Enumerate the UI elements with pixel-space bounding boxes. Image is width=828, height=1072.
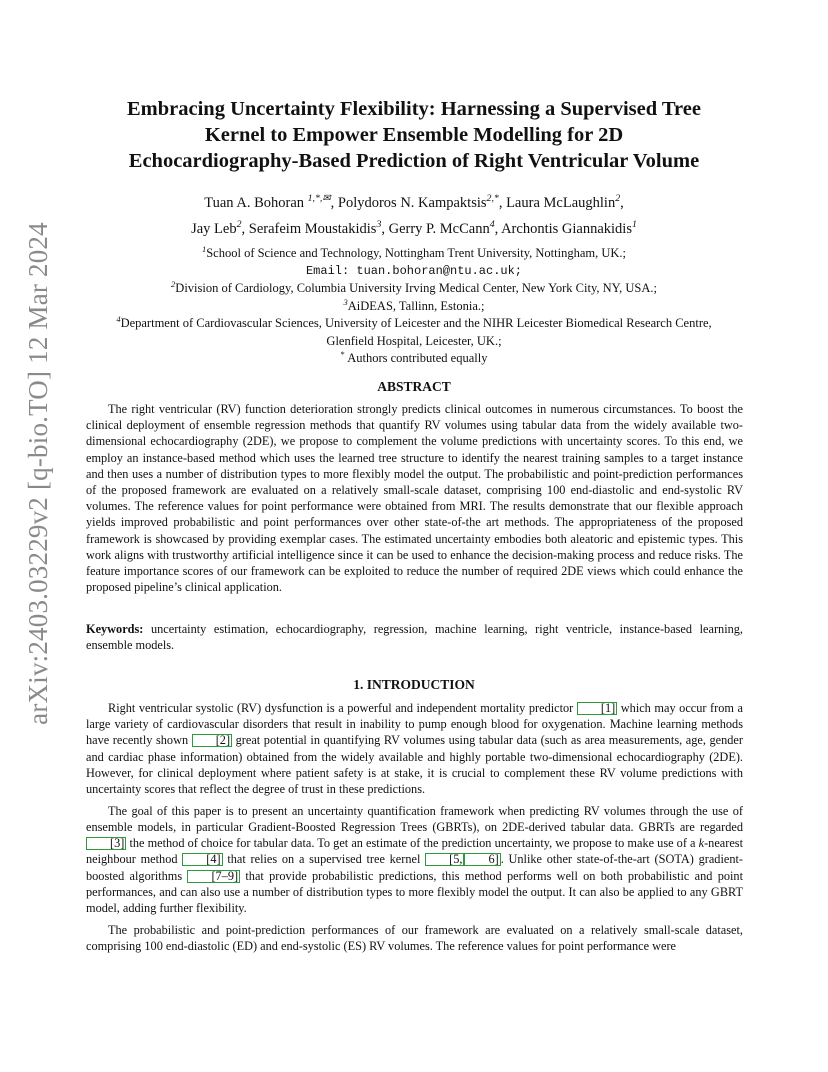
- text-run: The goal of this paper is to present an uncertainty quantification framework when predicting RV volumes through the use of ensemble models, in particular Gradient-Boosted Regression Trees (GBRTs), on 2DE-derived tabular data. GBRTs are regarded: [86, 803, 743, 834]
- abstract-text: The right ventricular (RV) function deterioration strongly predicts clinical outcomes in numerous circumstances. To boost the clinical deployment of ensemble regression methods that quantify RV volumes using tabular data from the widely available two-dimensional echocardiography (2DE), we propose to complement the volume predictions with uncertainty scores. To this end, we employ an instance-based method which uses the learned tree structure to identify the nearest training samples to a target instance and then uses a number of distribution types to more flexibly model the output. The probabilistic and point-prediction performances of the proposed framework are evaluated on a relatively small-scale dataset, comprising 100 end-diastolic and end-systolic RV volumes. The reference values for point performance were obtained from MRI. The results demonstrate that our flexible approach yields improved probabilistic and point performances over other state-of-the art methods. The appropriateness of the proposed framework is showcased by providing exemplar cases. The estimated uncertainty embodies both aleatoric and epistemic types. This work aligns with trustworthy artificial intelligence since it can be used to enhance the decision-making process and reduce risks. The feature importance scores of our framework can be exploited to reduce the number of required 2DE views which could enhance the proposed pipeline’s clinical application.: [86, 402, 743, 595]
- affiliation-3: [80, 298, 748, 316]
- author-superscript: 1: [631, 219, 637, 231]
- affiliation-text: AiDEAS, Tallinn, Estonia.;: [347, 298, 485, 313]
- text-run: . Unlike other state-of-the-art (SOTA) gradient-boosted algorithms: [86, 852, 743, 883]
- keywords: [86, 621, 743, 653]
- arxiv-identifier[interactable]: arXiv:2403.03229v2 [q-bio.TO] 12 Mar 2024: [22, 221, 53, 725]
- author-list: [90, 190, 738, 242]
- keywords-label: Keywords:: [86, 622, 144, 636]
- author-name: Laura McLaughlin: [506, 195, 616, 211]
- abstract-body: [86, 401, 743, 595]
- paper-title: [90, 96, 738, 174]
- equal-text: Authors contributed equally: [347, 351, 488, 365]
- text-run: the method of choice for tabular data. To get an estimate of the prediction uncertainty, we propose to make use of a: [126, 836, 699, 851]
- email-line[interactable]: Email: tuan.bohoran@ntu.ac.uk;: [305, 263, 523, 278]
- author-name: Archontis Giannakidis: [501, 221, 632, 237]
- text-run: great potential in quantifying RV volumes using tabular data (such as area measurements, age, gender and cardiac phase information) obtained from the widely available and highly portable two-dimensional echocardiography (2DE). However, for clinical deployment where patient safety is at stake, it is crucial to complement these RV volume predictions with uncertainty scores that reflect the degree of trust in these predictions.: [86, 733, 743, 797]
- affiliation-marker: 1: [201, 243, 207, 254]
- title-line-3: Echocardiography-Based Prediction of Right Ventricular Volume: [128, 150, 700, 172]
- citation-link[interactable]: [7–9]: [187, 870, 240, 883]
- equal-marker: *: [340, 348, 345, 359]
- intro-paragraph-3: The probabilistic and point-prediction performances of our framework are evaluated on a relatively small-scale dataset, comprising 100 end-diastolic (ED) and end-systolic (ES) RV volumes. The reference values for point performance were: [86, 922, 743, 953]
- affiliations: [80, 245, 748, 368]
- author-superscript: 2: [615, 193, 621, 205]
- affiliation-marker: 3: [343, 296, 348, 307]
- affiliation-text: Division of Cardiology, Columbia University Irving Medical Center, New York City, NY, USA.;: [175, 281, 657, 295]
- citation-link[interactable]: [3]: [86, 837, 126, 850]
- author-line-2: Jay Leb$^2$, Serafeim Moustakidis$^3$, Gerry P. McCann$^4$, Archontis Giannakidis$^1$: [191, 219, 637, 237]
- author-superscript: 2,*: [486, 193, 499, 205]
- affiliation-marker: 2: [171, 278, 176, 289]
- title-line-1: Embracing Uncertainty Flexibility: Harnessing a Supervised Tree: [127, 98, 701, 120]
- equal-contribution-note: [80, 350, 748, 368]
- author-line-1: Tuan A. Bohoran $^{1,*,✉}$, Polydoros N. Kampaktsis$^{2,*}$, Laura McLaughlin$^2$,: [204, 193, 624, 211]
- math-variable: k: [698, 836, 705, 851]
- author-name: Gerry P. McCann: [388, 221, 490, 237]
- affiliation-1: [80, 245, 748, 263]
- abstract-heading: ABSTRACT: [377, 379, 451, 394]
- text-run: Right ventricular systolic (RV) dysfunction is a powerful and independent mortality predictor: [108, 701, 577, 715]
- text-run: that relies on a supervised tree kernel: [222, 852, 426, 867]
- author-superscript: 3: [376, 219, 382, 231]
- affiliation-4-cont: Glenfield Hospital, Leicester, UK.;: [326, 333, 502, 348]
- text-run: which may occur from a large variety of cardiovascular disorders that result in inability to pump enough blood for oxygenation. Machine learning methods have recently shown: [86, 701, 743, 748]
- citation-link[interactable]: [1]: [577, 702, 617, 715]
- affiliation-text: School of Science and Technology, Nottingham Trent University, Nottingham, UK.;: [206, 246, 627, 260]
- keywords-text: uncertainty estimation, echocardiography, regression, machine learning, right ventricle, instance-based learning, ensemble models.: [86, 622, 743, 653]
- introduction-body: [86, 700, 743, 960]
- citation-link[interactable]: 6]: [464, 853, 500, 866]
- author-name: Tuan A. Bohoran: [204, 195, 304, 211]
- author-name: Serafeim Moustakidis: [248, 221, 377, 237]
- title-line-2: Kernel to Empower Ensemble Modelling for 2D: [204, 124, 624, 146]
- intro-paragraph-1: [86, 700, 743, 797]
- citation-link[interactable]: [5,: [425, 853, 464, 866]
- introduction-heading: 1. INTRODUCTION: [353, 677, 475, 692]
- affiliation-text: Department of Cardiovascular Sciences, University of Leicester and the NIHR Leicester Biomedical Research Centre,: [120, 316, 712, 330]
- arxiv-sidebar: [16, 221, 60, 725]
- author-superscript: 1,*,✉: [307, 193, 331, 205]
- affiliation-2: [80, 280, 748, 298]
- citation-link[interactable]: [2]: [192, 734, 232, 747]
- intro-paragraph-2: [86, 803, 743, 916]
- citation-link[interactable]: [4]: [182, 853, 222, 866]
- text-run: that provide probabilistic predictions, this method performs well on both probabilistic and point performances, and can also use a number of distribution types to more flexibly model the output. It can also be applied to any GBRT model, adding further flexibility.: [86, 868, 743, 915]
- author-superscript: 2: [236, 219, 242, 231]
- affiliation-marker: 4: [116, 313, 121, 324]
- author-superscript: 4: [489, 219, 495, 231]
- affiliation-4: [80, 315, 748, 333]
- author-name: Polydoros N. Kampaktsis: [337, 195, 487, 211]
- author-name: Jay Leb: [191, 221, 237, 237]
- text-run: -nearest neighbour method: [86, 836, 743, 867]
